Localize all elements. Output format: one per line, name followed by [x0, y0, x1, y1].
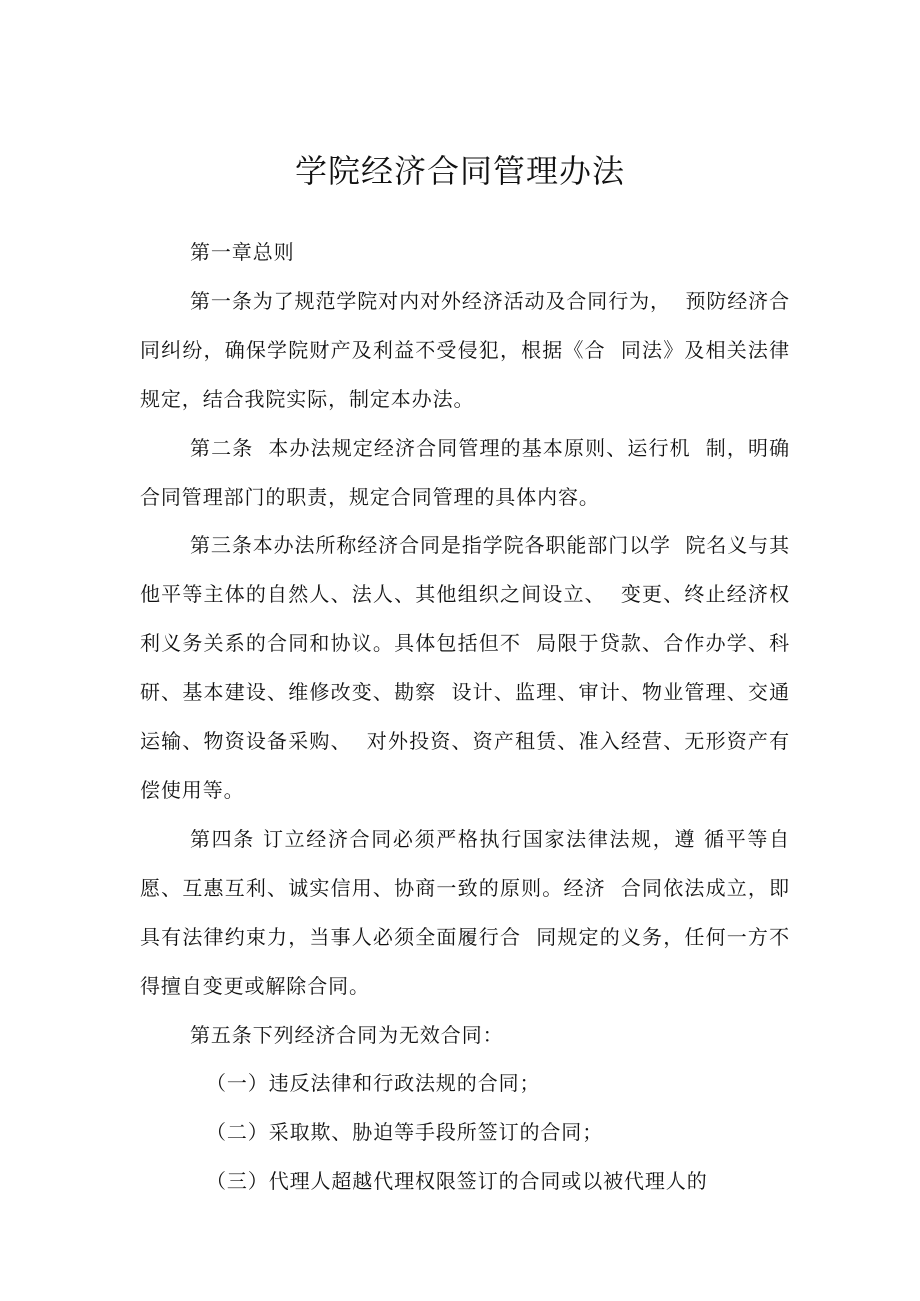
article-3: 第三条本办法所称经济合同是指学院各职能部门以学 院名义与其他平等主体的自然人、法人、其他组织之间设立、 变更、终止经济权利义务关系的合同和协议。具体包括但不 局限于贷款、合作办学、科研、基本建设、维修改变、勘察 设计、监理、审计、物业管理、交通运输、物资设备采购、 对外投资、资产租赁、准入经营、无形资产有偿使用等。 — [140, 533, 790, 802]
list-item-2: （二）采取欺、胁迫等手段所签订的合同； — [206, 1120, 604, 1145]
document-title: 学院经济合同管理办法 — [294, 152, 625, 190]
article-5: 第五条下列经济合同为无效合同： — [190, 1022, 504, 1047]
list-item-1: （一）违反法律和行政法规的合同； — [206, 1071, 541, 1096]
chapter-heading: 第一章总则 — [190, 240, 295, 264]
article-1: 第一条为了规范学院对内对外经济活动及合同行为， 预防经济合同纠纷，确保学院财产及利益不受侵犯，根据《合 同法》及相关法律规定，结合我院实际，制定本办法。 — [140, 288, 790, 411]
article-2: 第二条 本办法规定经济合同管理的基本原则、运行机 制，明确合同管理部门的职责，规定合同管理的具体内容。 — [140, 435, 790, 509]
list-item-3: （三）代理人超越代理权限签订的合同或以被代理人的 — [206, 1169, 708, 1194]
article-4: 第四条 订立经济合同必须严格执行国家法律法规，遵 循平等自愿、互惠互利、诚实信用、协商一致的原则。经济 合同依法成立，即具有法律约束力，当事人必须全面履行合 同规定的义务，任何一方不得擅自变更或解除合同。 — [140, 826, 790, 998]
document-body — [140, 228, 790, 1206]
